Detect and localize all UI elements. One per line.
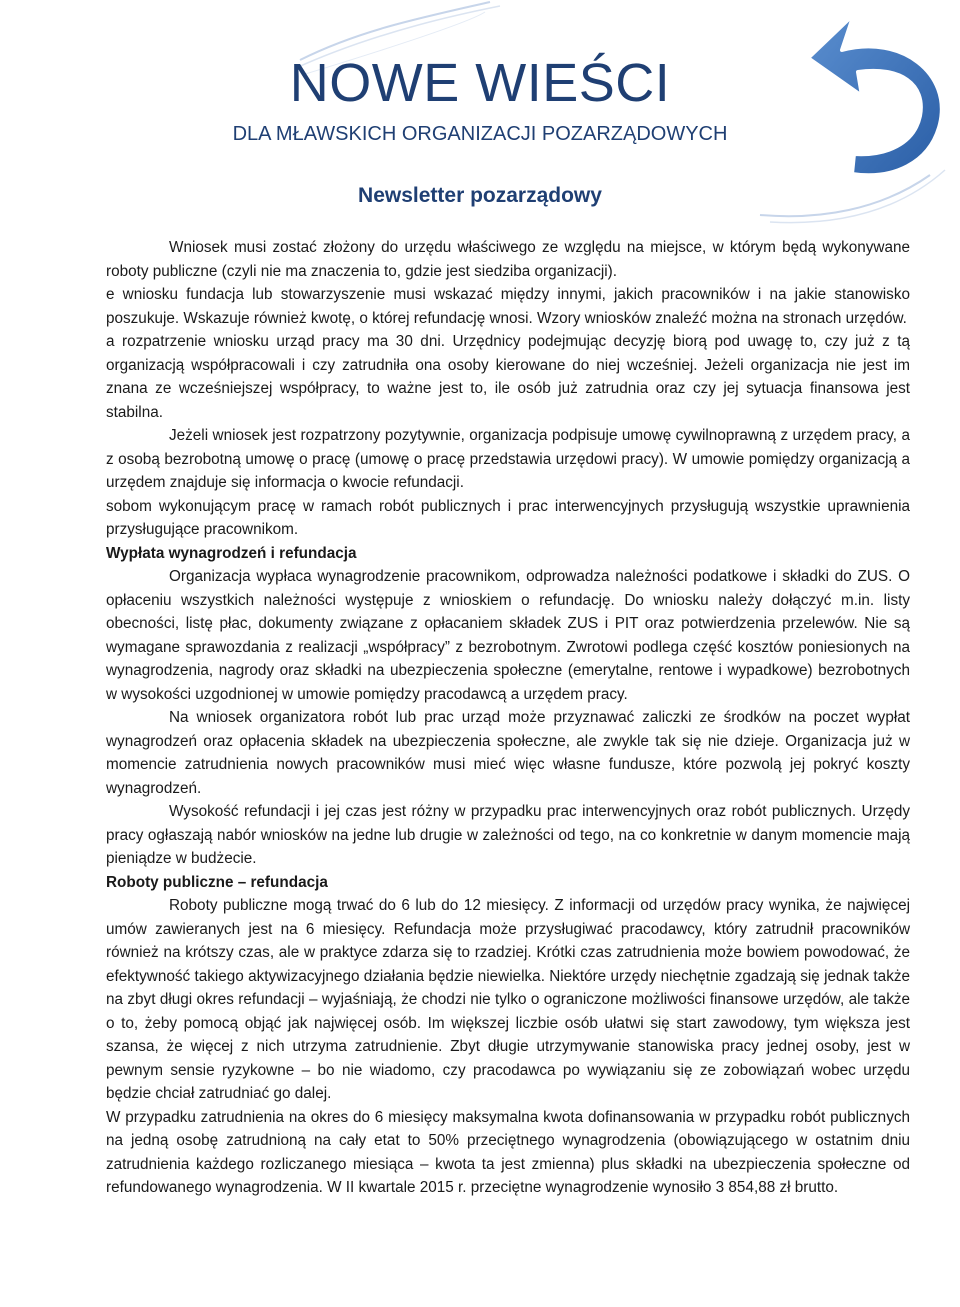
section-heading: Wypłata wynagrodzeń i refundacja: [106, 544, 357, 562]
section-heading: Roboty publiczne – refundacja: [106, 873, 328, 891]
paragraph: a rozpatrzenie wniosku urząd pracy ma 30 dni. Urzędnicy podejmując decyzję biorą pod uwagę to, czy już z tą organizacją współpracowali i czy zatrudniła ona osoby kierowane do niej wcześniej. Jeżeli organizacja nie jest im znana ze wcześniejszej współpracy, to ważne jest to, ile osób już zatrudnia oraz czy jej sytuacja finansowa jest stabilna.: [106, 333, 910, 421]
paragraph: W przypadku zatrudnienia na okres do 6 miesięcy maksymalna kwota dofinansowania w przypadku robót publicznych na jedną osobę zatrudnioną na cały etat to 50% przeciętnego wynagrodzenia (obowiązującego w ostatnim dniu zatrudnienia każdego rozliczanego miesiąca – kwota ta jest zmienna) plus składki na ubezpieczenia społeczne od refundowanego wynagrodzenia. W II kwartale 2015 r. przeciętne wynagrodzenie wynosiło 3 854,88 zł brutto.: [106, 1108, 910, 1196]
paragraph: e wniosku fundacja lub stowarzyszenie musi wskazać między innymi, jakich pracowników i na jakie stanowisko poszukuje. Wskazuje również kwotę, o której refundację wnosi. Wzory wniosków znaleźć można na stronach urzędów.: [106, 286, 910, 327]
paragraph: Na wniosek organizatora robót lub prac urząd może przyznawać zaliczki ze środków na poczet wypłat wynagrodzeń oraz opłacenia składek na ubezpieczenia społeczne, ale zwykle tak się nie dzieje. Organizacja już w momencie zatrudnienia nowych pracowników musi mieć więc własne fundusze, które pozwolą jej pokryć koszty wynagrodzeń.: [106, 709, 910, 797]
paragraph: sobom wykonującym pracę w ramach robót publicznych i prac interwencyjnych przysługują wszystkie uprawnienia przysługujące pracownikom.: [106, 497, 910, 538]
newsletter-label: Newsletter pozarządowy: [358, 184, 602, 207]
page-title: NOWE WIEŚCI: [289, 53, 671, 113]
article-body: [106, 236, 910, 1200]
paragraph: Organizacja wypłaca wynagrodzenie pracownikom, odprowadza należności podatkowe i składki do ZUS. O opłaceniu wszystkich należności występuje z wnioskiem o refundację. Do wniosku należy dołączyć m.in. listy obecności, listę płac, dokumenty związane z opłacaniem składek ZUS i PIT oraz potwierdzenia przelewów. Nie są wymagane sprawozdania z realizacji „współpracy” z bezrobotnym. Zwrotowi podlega część kosztów poniesionych na wynagrodzenia, nagrody oraz składki na ubezpieczenia społeczne (emerytalne, rentowe i wypadkowe) bezrobotnych w wysokości uzgodnionej w umowie pomiędzy pracodawcą a urzędem pracy.: [106, 568, 910, 703]
paragraph: Wniosek musi zostać złożony do urzędu właściwego ze względu na miejsce, w którym będą wykonywane roboty publiczne (czyli nie ma znaczenia to, gdzie jest siedziba organizacji).: [106, 239, 910, 280]
page-subtitle: DLA MŁAWSKICH ORGANIZACJI POZARZĄDOWYCH: [232, 123, 728, 145]
paragraph: Jeżeli wniosek jest rozpatrzony pozytywnie, organizacja podpisuje umowę cywilnoprawną z urzędem pracy, a z osobą bezrobotną umowę o pracę (umowę o pracę przedstawia urzędowi pracy). W umowie pomiędzy organizacją a urzędem znajduje się informacja o kwocie refundacji.: [106, 427, 910, 491]
paragraph: Roboty publiczne mogą trwać do 6 lub do 12 miesięcy. Z informacji od urzędów pracy wynika, że najwięcej umów zawieranych jest na 6 miesięcy. Refundacja może przysługiwać pracodawcy, który zatrudnił pracowników również na krótszy czas, ale w praktyce zdarza się to rzadziej. Krótki czas zatrudnienia może bowiem powodować, że efektywność takiego aktywizacyjnego działania będzie niewielka. Niektóre urzędy niechętnie zgadzają się jednak także na zbyt długi okres refundacji – wyjaśniają, że chodzi nie tylko o ograniczone możliwości finansowe urzędów, ale także o to, żeby pomocą objąć jak najwięcej osób. Im większej liczbie osób ułatwi się start zawodowy, tym większa jest szansa, że więcej z nich utrzyma zatrudnienie. Zbyt długie utrzymywanie stanowiska pracy jednej osoby, jest w pewnym sensie ryzykowne – bo nie wiadomo, czy pracodawca po wywiązaniu się ze zobowiązań wobec urzędu będzie chciał zatrudniać go dalej.: [106, 897, 910, 1102]
paragraph: Wysokość refundacji i jej czas jest różny w przypadku prac interwencyjnych oraz robót publicznych. Urzędy pracy ogłaszają nabór wniosków na jedne lub drugie w zależności od tego, na co konkretnie w danym momencie mają pieniądze w budżecie.: [106, 803, 910, 867]
